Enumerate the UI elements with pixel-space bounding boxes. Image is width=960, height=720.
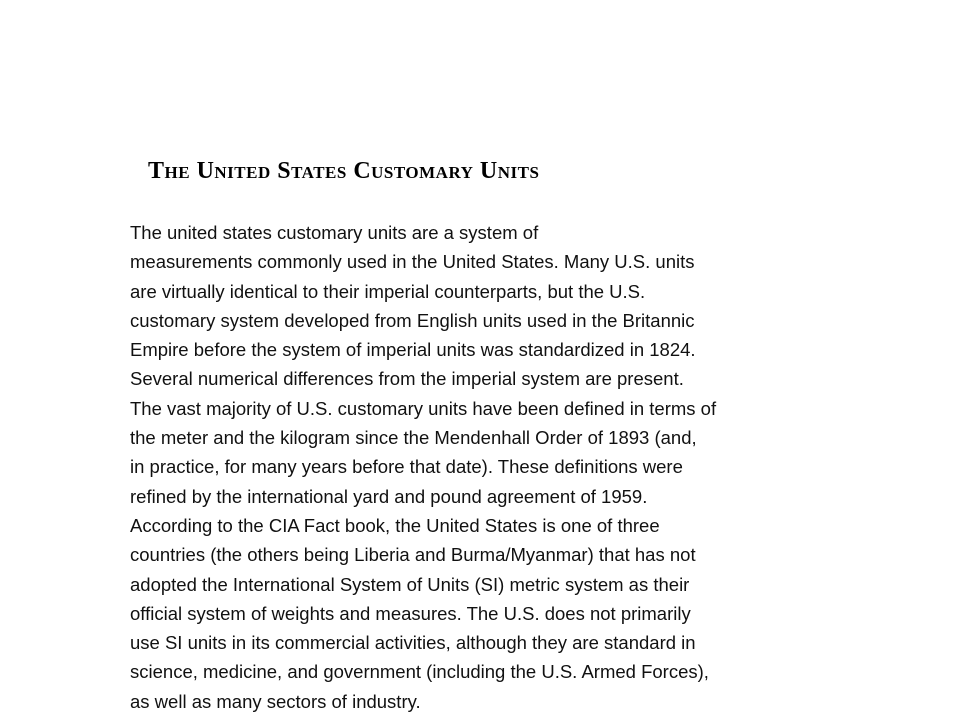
paragraph-line: the meter and the kilogram since the Mendenhall Order of 1893 (and,	[130, 427, 697, 449]
slide-title: The United States Customary Units	[148, 158, 540, 184]
paragraph-line: science, medicine, and government (including the U.S. Armed Forces),	[130, 661, 709, 683]
paragraph-line: as well as many sectors of industry.	[130, 690, 421, 712]
paragraph-line: are virtually identical to their imperial counterparts, but the U.S.	[130, 280, 646, 302]
paragraph-line: The united states customary units are a system of	[130, 222, 539, 243]
paragraph-line: in practice, for many years before that date). These definitions were	[130, 456, 683, 478]
paragraph-line: customary system developed from English units used in the Britannic	[130, 309, 695, 331]
paragraph-line: The vast majority of U.S. customary units have been defined in terms of	[130, 397, 717, 419]
paragraph-line: use SI units in its commercial activities, although they are standard in	[130, 632, 696, 654]
slide-body-paragraph	[130, 218, 850, 716]
paragraph-line: refined by the international yard and pound agreement of 1959.	[130, 485, 648, 507]
paragraph-line: According to the CIA Fact book, the United States is one of three	[130, 514, 660, 536]
paragraph-line: measurements commonly used in the United States. Many U.S. units	[130, 251, 695, 273]
paragraph-line: Empire before the system of imperial units was standardized in 1824.	[130, 339, 696, 361]
paragraph-line: Several numerical differences from the imperial system are present.	[130, 368, 684, 390]
paragraph-line: countries (the others being Liberia and Burma/Myanmar) that has not	[130, 544, 696, 566]
paragraph-line: adopted the International System of Units (SI) metric system as their	[130, 573, 690, 595]
paragraph-line: official system of weights and measures. The U.S. does not primarily	[130, 602, 691, 624]
